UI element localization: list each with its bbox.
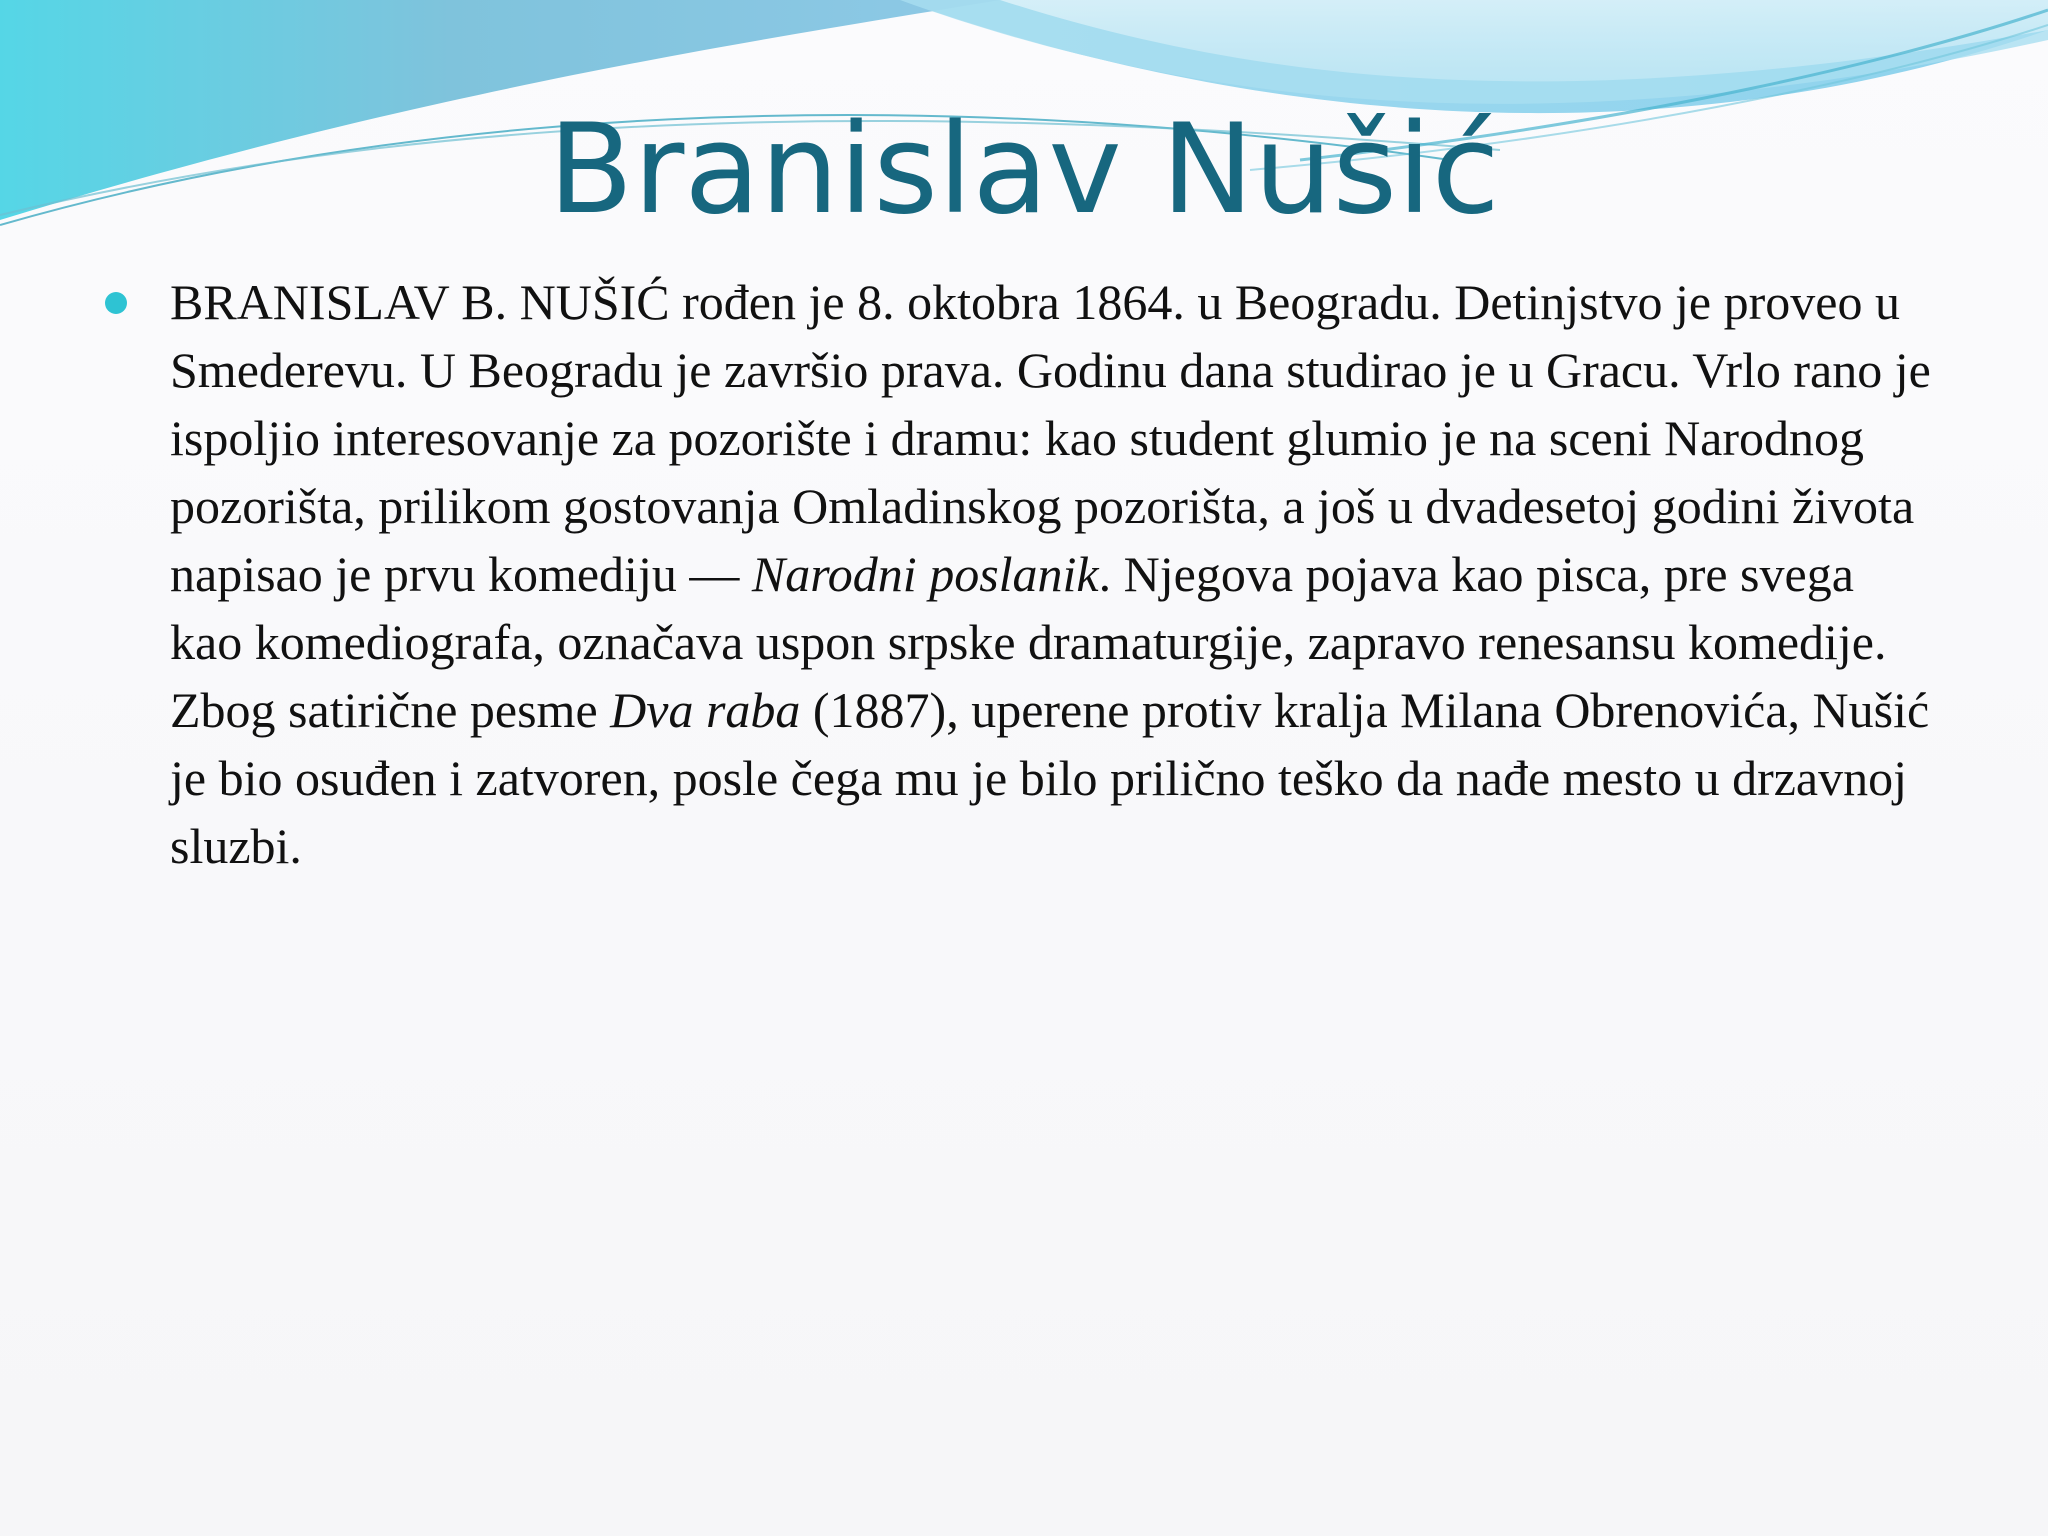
bullet-paragraph (170, 268, 1935, 880)
bullet-item (105, 268, 1935, 880)
slide-title: Branislav Nušić (548, 98, 1500, 242)
slide-content (105, 268, 1935, 880)
paragraph-text-part-2: . Njegova pojava kao pisca, pre svega kao komediografa, označava uspon srpske dramaturgije, zapravo renesansu komedije. Zbog satirične pesme (170, 546, 1887, 738)
paragraph-text-part-3: (1887), uperene protiv kralja Milana Obrenovića, Nušić je bio osuđen i zatvoren, posle čega mu je bilo prilično teško da nađe mesto u drzavnoj sluzbi. (170, 682, 1930, 874)
bullet-dot-icon (105, 292, 127, 314)
italic-title-dva-raba: Dva raba (610, 682, 801, 738)
paragraph-text-part-1: BRANISLAV B. NUŠIĆ rođen je 8. oktobra 1864. u Beogradu. Detinjstvo je proveo u Smederevu. U Beogradu je završio prava. Godinu dana studirao je u Gracu. Vrlo rano je ispoljio interesovanje za pozorište i dramu: kao student glumio je na sceni Narodnog pozorišta, prilikom gostovanja Omladinskog pozorišta, a još u dvadesetoj godini života napisao je prvu komediju — (170, 274, 1931, 602)
italic-title-narodni-poslanik: Narodni poslanik (751, 546, 1099, 602)
